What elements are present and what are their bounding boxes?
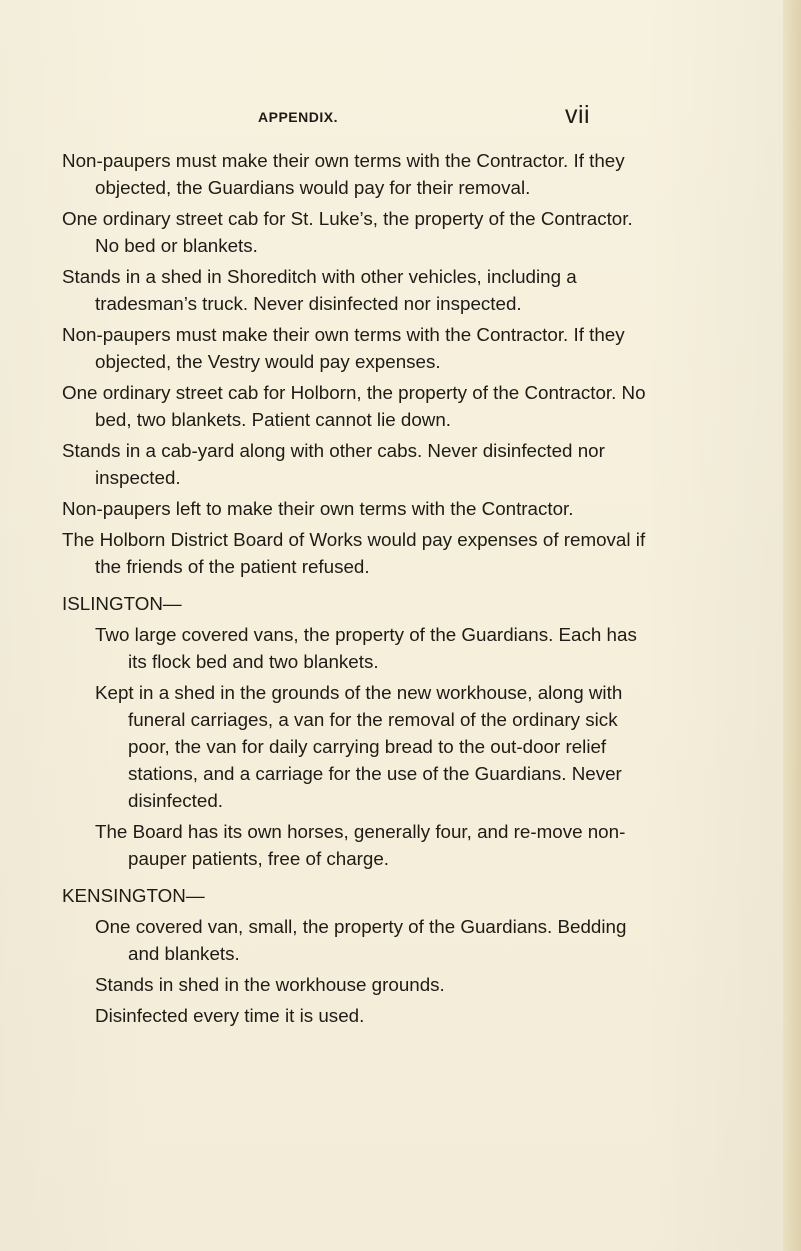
paragraph: Non-paupers must make their own terms with the Contractor. If they objected, the Guardians would pay for their removal.	[62, 150, 625, 198]
paragraph: Kept in a shed in the grounds of the new workhouse, along with funeral carriages, a van for the removal of the ordinary sick poor, the van for daily carrying bread to the out-door relief stations, and a carriage for the use of the Guardians. Never disinfected.	[95, 682, 623, 811]
section-heading: KENSINGTON—	[62, 885, 205, 906]
page-header	[0, 101, 801, 133]
running-head: APPENDIX.	[258, 109, 338, 125]
paragraph: The Board has its own horses, generally four, and re-move non-pauper patients, free of charge.	[95, 821, 626, 869]
document-body	[62, 147, 654, 1033]
paragraph: The Holborn District Board of Works would pay expenses of removal if the friends of the patient refused.	[62, 529, 646, 577]
paragraph: One ordinary street cab for St. Luke’s, the property of the Contractor. No bed or blankets.	[62, 208, 633, 256]
paragraph: Stands in a cab-yard along with other cabs. Never disinfected nor inspected.	[62, 440, 605, 488]
section-heading: ISLINGTON—	[62, 593, 182, 614]
paragraph: Non-paupers left to make their own terms with the Contractor.	[62, 498, 574, 519]
page-number: vii	[565, 101, 591, 129]
paragraph: One covered van, small, the property of the Guardians. Bedding and blankets.	[95, 916, 627, 964]
paragraph: Disinfected every time it is used.	[95, 1005, 365, 1026]
section-kensington	[62, 882, 654, 1029]
section-islington	[62, 590, 654, 872]
paragraph: Stands in a shed in Shoreditch with other vehicles, including a tradesman’s truck. Never disinfected nor inspected.	[62, 266, 577, 314]
paragraph: Stands in shed in the workhouse grounds.	[95, 974, 445, 995]
paragraph: Non-paupers must make their own terms with the Contractor. If they objected, the Vestry would pay expenses.	[62, 324, 625, 372]
page-edge-shadow	[783, 0, 801, 1251]
paragraph: One ordinary street cab for Holborn, the property of the Contractor. No bed, two blankets. Patient cannot lie down.	[62, 382, 646, 430]
paragraph: Two large covered vans, the property of the Guardians. Each has its flock bed and two blankets.	[95, 624, 637, 672]
